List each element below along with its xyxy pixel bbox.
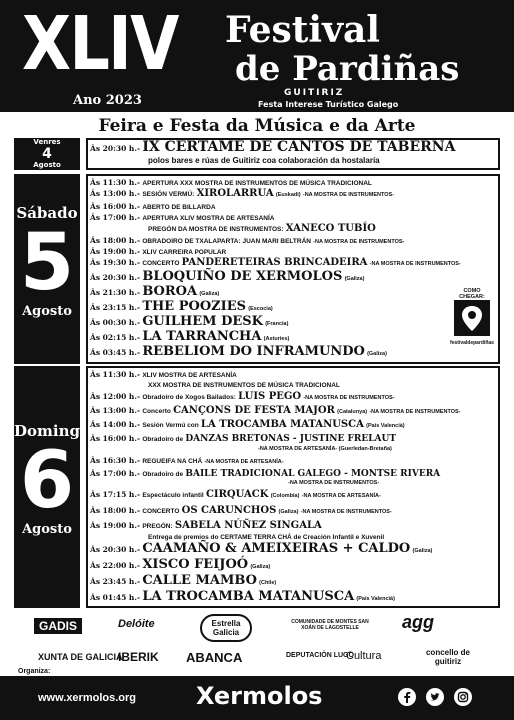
list-item: Ás 20:30 h.- IX CERTAME DE CANTOS DE TABERNA — [90, 139, 456, 155]
day-weekday: Sábado — [16, 204, 78, 222]
list-item: Ás 18:00 h.- CONCERTO OS CARUNCHOS (Galiza) -NA MOSTRA DE INSTRUMENTOS- — [90, 505, 392, 516]
festival-title-line2: de Pardiñas — [235, 49, 460, 89]
list-item: Ás 20:30 h.- BLOQUIÑO DE XERMOLOS (Galiza) — [90, 269, 365, 284]
edition-number: XLIV — [22, 1, 178, 87]
list-item: Ás 02:15 h.- LA TARRANCHA (Asturies) — [90, 329, 290, 344]
sponsor-logo-guitiriz: concello de guitiriz — [425, 648, 470, 666]
list-item: Ás 11:30 h.- APERTURA XXX MOSTRA DE INSTRUMENTOS DE MÚSICA TRADICIONAL — [90, 178, 372, 187]
map-pin-icon — [454, 300, 490, 336]
sponsor-logo-xunta: XUNTA DE GALICIA — [38, 652, 123, 662]
list-item: Ás 12:00 h.- Obradoiro de Xogos Bailados: LUIS PEGO -NA MOSTRA DE INSTRUMENTOS- — [90, 391, 395, 402]
saturday-events — [86, 174, 500, 364]
day-number: 5 — [19, 218, 75, 308]
day-month: Agosto — [22, 304, 72, 319]
day-month: Agosto — [33, 161, 61, 169]
event-detail: polos bares e rúas de Guitiriz coa colaboración da hostalaría — [148, 156, 380, 165]
qr-site: festivaldepardiñas — [450, 340, 494, 346]
list-item: Ás 21:30 h.- BOROA (Galiza) — [90, 284, 220, 299]
day-box-saturday — [14, 174, 80, 364]
footer-brand: Xermolos — [196, 682, 323, 710]
list-item: Ás 16:00 h.- Obradoiro de DANZAS BRETONAS - JUSTINE FRELAUT — [90, 434, 397, 444]
sunday-events — [86, 366, 500, 608]
sponsor-logo-cultura: Cultura — [346, 650, 382, 662]
event-note: -NA MOSTRA DE ARTESANÍA- (Guerledan-Bretaña) — [258, 446, 392, 452]
day-box-sunday — [14, 366, 90, 608]
list-item: Ás 17:00 h.- APERTURA XLIV MOSTRA DE ARTESANÍA — [90, 213, 275, 222]
day-month: Agosto — [22, 522, 72, 537]
instagram-icon[interactable] — [454, 688, 472, 706]
day-weekday: Venres — [33, 138, 61, 146]
sponsor-logo-montes: COMUNIDADE DE MONTES SAN XOÁN DE LAGOSTELLE — [291, 619, 369, 631]
festival-title-line1: Festival — [225, 9, 380, 51]
organizer-label: Organiza: — [18, 668, 51, 675]
list-item: Ás 16:30 h.- REGUEIFA NA CHÁ -NA MOSTRA DE ARTESANÍA- — [90, 456, 284, 465]
list-item: Ás 03:45 h.- REBELIOM DO INFRAMUNDO (Galiza) — [90, 344, 387, 359]
festival-place: GUITIRIZ — [284, 88, 345, 98]
footer-banner — [0, 676, 514, 720]
list-item: Ás 17:00 h.- Obradoiro de BAILE TRADICIONAL GALEGO - MONTSE RIVERA — [90, 469, 441, 479]
facebook-icon[interactable] — [398, 688, 416, 706]
sponsor-logo-abanca: ABANCA — [186, 650, 243, 665]
footer-url[interactable]: www.xermolos.org — [38, 692, 137, 704]
list-item: Ás 01:45 h.- LA TROCAMBA MATANUSCA (País Valencià) — [90, 589, 395, 604]
list-item: Ás 18:00 h.- OBRADOIRO DE TXALAPARTA: JUAN MARI BELTRÁN -NA MOSTRA DE INSTRUMENTOS- — [90, 236, 405, 245]
sponsor-logo-iberik: IBERIK — [118, 650, 159, 664]
tagline: Feira e Festa da Música e da Arte — [98, 116, 416, 136]
day-box-friday — [14, 138, 80, 170]
list-item: Ás 22:00 h.- XISCO FEIJOÓ (Galiza) — [90, 557, 271, 572]
list-item: Ás 11:30 h.- XLIV MOSTRA DE ARTESANÍA — [90, 370, 237, 379]
sponsor-logo-agg: agg — [402, 612, 435, 632]
day-number: 6 — [19, 436, 75, 526]
event-detail: Entrega de premios do CERTAME TERRA CHÁ de Creación Infantil e Xuvenil — [148, 534, 385, 541]
friday-events — [86, 138, 500, 170]
list-item: Ás 20:30 h.- CAAMAÑO & AMEIXEIRAS + CALDO (Galiza) — [90, 541, 433, 556]
list-item: Ás 23:45 h.- CALLE MAMBO (Chile) — [90, 573, 277, 588]
twitter-icon[interactable] — [426, 688, 444, 706]
day-weekday: Domingo — [14, 422, 90, 440]
list-item: XXX MOSTRA DE INSTRUMENTOS DE MÚSICA TRADICIONAL — [148, 382, 340, 389]
header-banner — [0, 0, 514, 112]
event-note: -NA MOSTRA DE INSTRUMENTOS- — [288, 480, 380, 486]
qr-label: COMO CHEGAR: — [459, 288, 485, 300]
list-item: Ás 19:30 h.- CONCERTO PANDERETEIRAS BRINCADEIRA -NA MOSTRA DE INSTRUMENTOS- — [90, 257, 461, 268]
sponsor-logo-deloite: Delóite — [118, 618, 155, 630]
list-item: Ás 14:00 h.- Sesión Vermú con LA TROCAMBA MATANUSCA (País Valencià) — [90, 419, 405, 430]
sponsor-logo-gadis: GADIS — [34, 618, 82, 634]
list-item: PREGÓN DA MOSTRA DE INSTRUMENTOS: XANECO TUBÍO — [148, 223, 376, 234]
sponsor-logo-estrella: Estrella Galicia — [200, 614, 252, 642]
qr-block[interactable] — [450, 288, 494, 346]
sponsor-logo-lugo: DEPUTACIÓN LUGO — [286, 652, 354, 659]
edition-year: Ano 2023 — [73, 93, 142, 108]
list-item: Ás 13:00 h.- SESIÓN VERMÚ: XIROLARRUA (Euskadi) -NA MOSTRA DE INSTRUMENTOS- — [90, 188, 395, 199]
list-item: Ás 00:30 h.- GUILHEM DESK (Francia) — [90, 314, 289, 329]
list-item: Ás 23:15 h.- THE POOZIES (Escocia) — [90, 299, 273, 314]
list-item: Ás 13:00 h.- Concerto CANÇONS DE FESTA MAJOR (Catalunya) -NA MOSTRA DE INSTRUMENTOS- — [90, 405, 461, 416]
festival-subtitle: Festa Interese Turístico Galego — [258, 100, 399, 109]
list-item: Ás 16:00 h.- ABERTO DE BILLARDA — [90, 202, 216, 211]
list-item: Ás 19:00 h.- XLIV CARREIRA POPULAR — [90, 247, 227, 256]
day-number: 4 — [42, 146, 52, 162]
list-item: Ás 17:15 h.- Espectáculo infantil CIRQUACK (Colombia) -NA MOSTRA DE ARTESANÍA- — [90, 489, 381, 500]
list-item: Ás 19:00 h.- PREGÓN: SABELA NÚÑEZ SINGALA — [90, 520, 322, 531]
